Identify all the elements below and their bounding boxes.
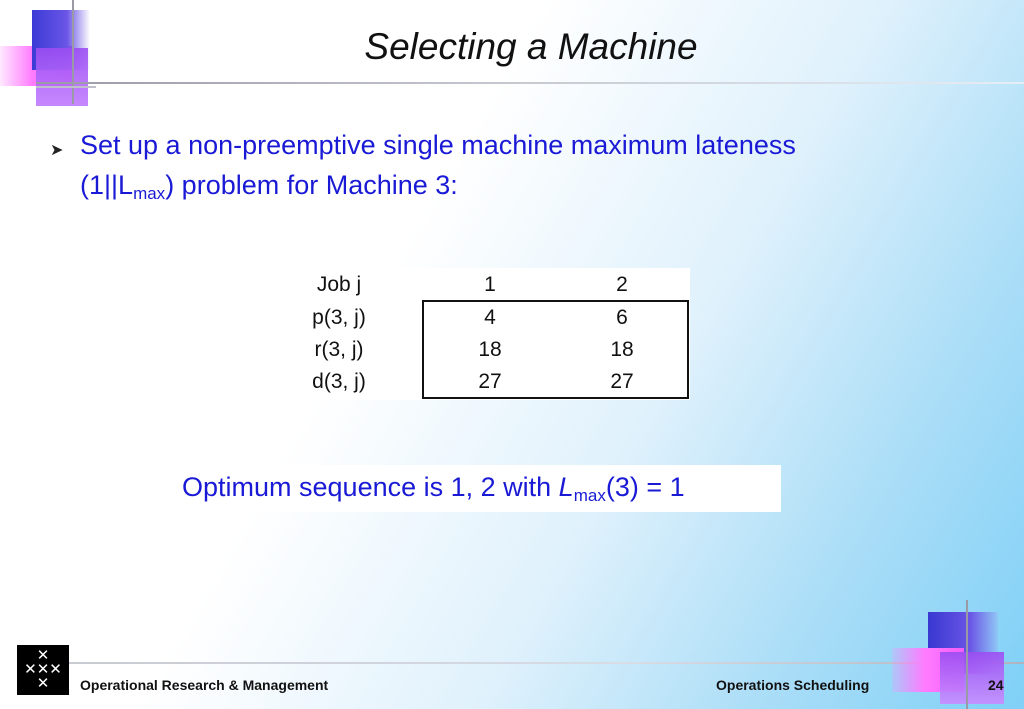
bullet-line1: Set up a non-preemptive single machine maximum lateness xyxy=(80,130,796,160)
bullet-text xyxy=(80,125,960,214)
bullet-line2-post: ) problem for Machine 3: xyxy=(165,170,458,200)
title-underline xyxy=(36,82,1024,84)
result-post: (3) = 1 xyxy=(605,472,685,502)
table-cell: 6 xyxy=(616,306,628,329)
table-row-label: r(3, j) xyxy=(314,338,364,361)
table-header-job2: 2 xyxy=(616,273,628,296)
table-header-job1: 1 xyxy=(484,273,496,296)
bullet-arrow-icon: ➤ xyxy=(50,142,64,159)
logo-glyph-top: ✕ xyxy=(36,646,50,664)
slide-title: Selecting a Machine xyxy=(364,26,698,67)
table-cell: 27 xyxy=(610,370,634,393)
result-var: L xyxy=(558,472,574,502)
logo-glyph-middle: ✕✕✕ xyxy=(24,660,62,678)
logo-glyph-bottom: ✕ xyxy=(36,674,50,692)
table-row-label: d(3, j) xyxy=(312,370,366,393)
footer-course: Operations Scheduling xyxy=(716,677,870,693)
table-cell: 4 xyxy=(484,306,496,329)
footer-line xyxy=(36,662,1024,664)
table-header-label: Job j xyxy=(316,273,362,296)
bullet-line2-pre: (1||L xyxy=(80,170,134,200)
table-cell: 18 xyxy=(478,338,502,361)
footer-department: Operational Research & Management xyxy=(80,677,329,693)
page-number: 24 xyxy=(988,677,1004,693)
bullet-line2-sub: max xyxy=(133,184,166,203)
result-text xyxy=(182,472,685,506)
decor-short-line-top xyxy=(36,86,96,88)
table-cell: 27 xyxy=(478,370,502,393)
table-cell: 18 xyxy=(610,338,634,361)
decor-vertical-line-bottom xyxy=(966,600,968,709)
result-sub: max xyxy=(573,486,606,505)
table-row-label: p(3, j) xyxy=(312,306,366,329)
university-logo xyxy=(17,645,69,695)
result-pre: Optimum sequence is 1, 2 with xyxy=(182,472,559,502)
